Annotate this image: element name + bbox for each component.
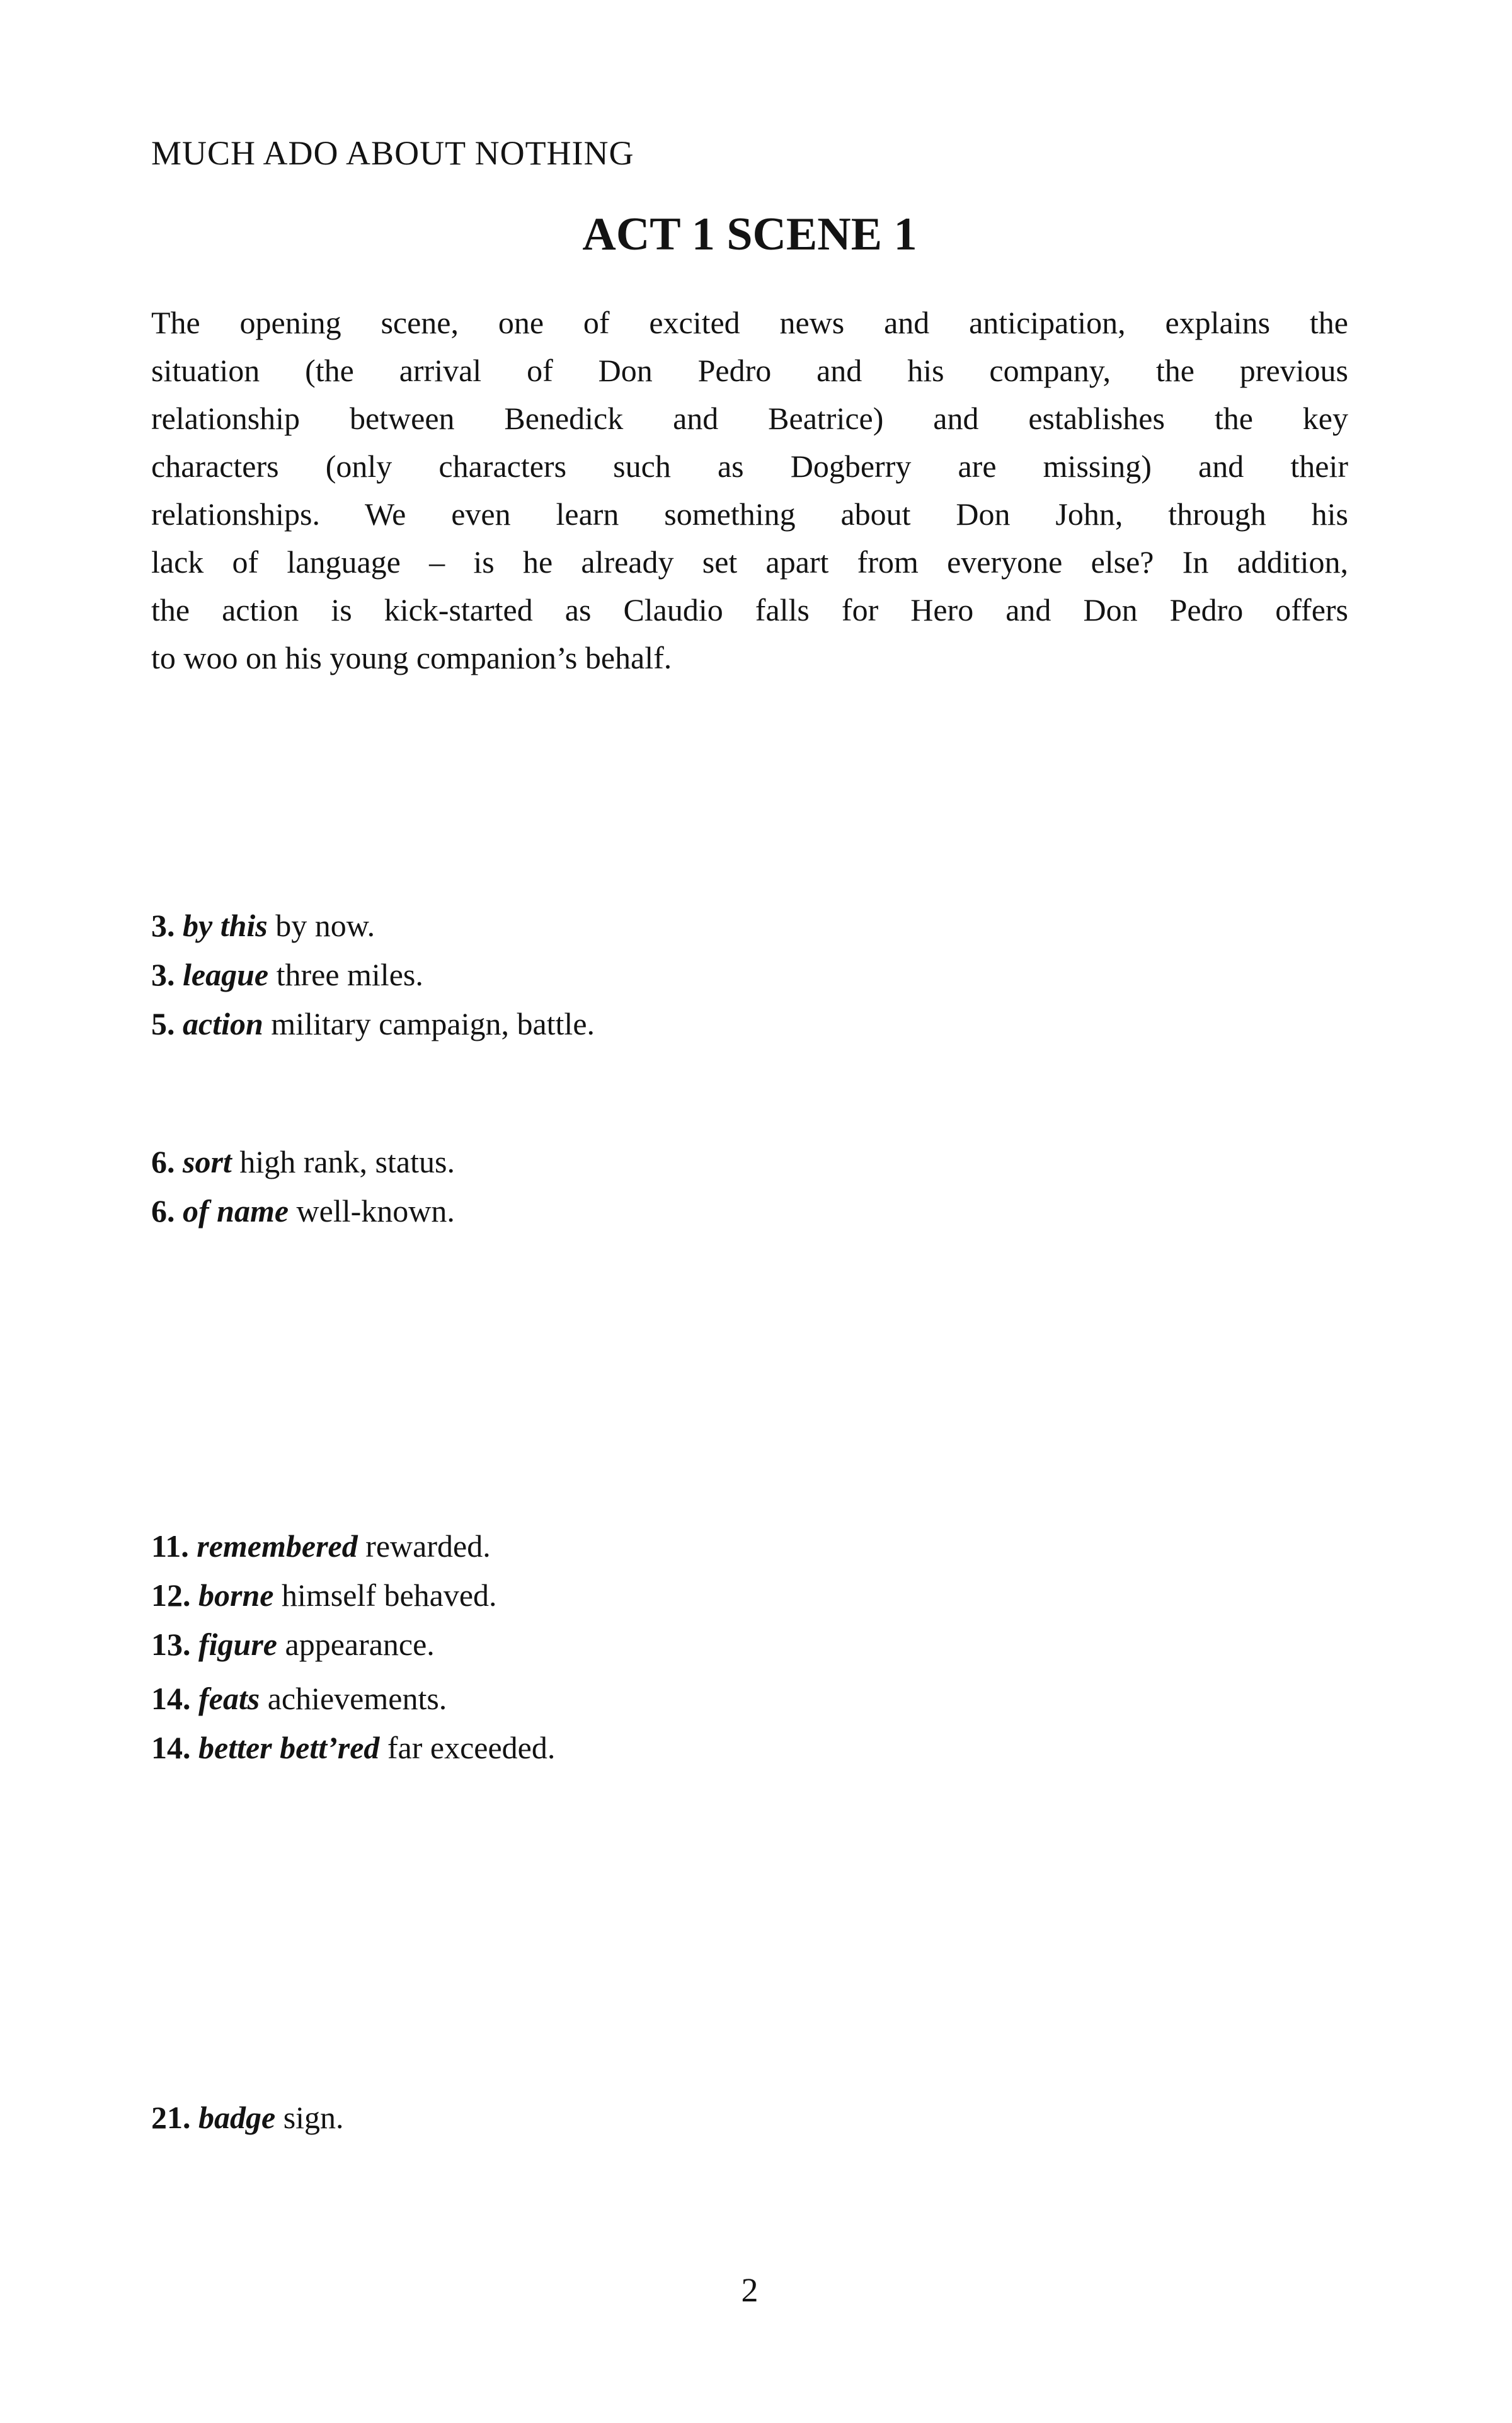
glossary-group — [151, 1137, 455, 1235]
glossary-note — [151, 1620, 497, 1669]
glossary-note-definition: himself behaved. — [281, 1578, 497, 1613]
glossary-note — [151, 999, 595, 1048]
glossary-note — [151, 950, 595, 999]
summary-line: characters (only characters such as Dogberry are missing) and their — [151, 449, 1348, 484]
glossary-note — [151, 1571, 497, 1620]
glossary-note-term: feats — [198, 1681, 260, 1716]
summary-line: to woo on his young companion’s behalf. — [151, 640, 672, 675]
glossary-note-definition: rewarded. — [365, 1528, 491, 1564]
glossary-note — [151, 1186, 455, 1235]
summary-line: relationships. We even learn something about Don John, through his — [151, 496, 1348, 532]
glossary-group — [151, 1521, 497, 1669]
glossary-note — [151, 1137, 455, 1186]
glossary-note-number: 3. — [151, 957, 175, 992]
glossary-note-term: figure — [198, 1627, 277, 1662]
glossary-note-number: 6. — [151, 1193, 175, 1229]
summary-line: situation (the arrival of Don Pedro and his company, the previous — [151, 353, 1348, 388]
glossary-note — [151, 901, 595, 950]
scene-title: ACT 1 SCENE 1 — [582, 209, 917, 260]
glossary-note-number: 12. — [151, 1578, 191, 1613]
glossary-group — [151, 2093, 344, 2142]
glossary-group — [151, 1674, 555, 1772]
glossary-note-term: sort — [183, 1144, 232, 1179]
glossary-note — [151, 1521, 497, 1571]
glossary-note-number: 14. — [151, 1681, 191, 1716]
running-header: MUCH ADO ABOUT NOTHING — [151, 134, 634, 172]
glossary-note-definition: appearance. — [285, 1627, 435, 1662]
glossary-note — [151, 1674, 555, 1723]
glossary-note-definition: high rank, status. — [239, 1144, 455, 1179]
glossary-note-definition: military campaign, battle. — [271, 1006, 595, 1041]
glossary-note — [151, 1723, 555, 1772]
glossary-note-definition: well-known. — [296, 1193, 455, 1229]
glossary-note-definition: achievements. — [267, 1681, 447, 1716]
glossary-note-number: 14. — [151, 1730, 191, 1765]
glossary-note-number: 3. — [151, 908, 175, 943]
summary-line: The opening scene, one of excited news and anticipation, explains the — [151, 305, 1348, 340]
summary-line: the action is kick-started as Claudio falls for Hero and Don Pedro offers — [151, 592, 1348, 627]
glossary-note-number: 6. — [151, 1144, 175, 1179]
glossary-note-number: 13. — [151, 1627, 191, 1662]
summary-line: lack of language – is he already set apart from everyone else? In addition, — [151, 544, 1348, 580]
scene-summary — [151, 299, 1348, 682]
glossary-note-term: borne — [198, 1578, 274, 1613]
glossary-group — [151, 901, 595, 1048]
glossary-note-term: action — [183, 1006, 263, 1041]
glossary-note-definition: three miles. — [276, 957, 423, 992]
glossary-note-definition: by now. — [275, 908, 375, 943]
glossary-note-number: 5. — [151, 1006, 175, 1041]
glossary-note — [151, 2093, 344, 2142]
glossary-note-term: better bett’red — [198, 1730, 380, 1765]
glossary-note-term: league — [183, 957, 269, 992]
glossary-note-term: badge — [198, 2100, 276, 2135]
glossary-note-term: remembered — [197, 1528, 358, 1564]
glossary-note-number: 21. — [151, 2100, 191, 2135]
glossary-note-definition: far exceeded. — [387, 1730, 556, 1765]
glossary-note-term: by this — [183, 908, 268, 943]
glossary-note-term: of name — [183, 1193, 289, 1229]
page-number: 2 — [741, 2271, 759, 2309]
glossary-note-number: 11. — [151, 1528, 189, 1564]
glossary-note-definition: sign. — [283, 2100, 344, 2135]
summary-line: relationship between Benedick and Beatrice) and establishes the key — [151, 401, 1348, 436]
